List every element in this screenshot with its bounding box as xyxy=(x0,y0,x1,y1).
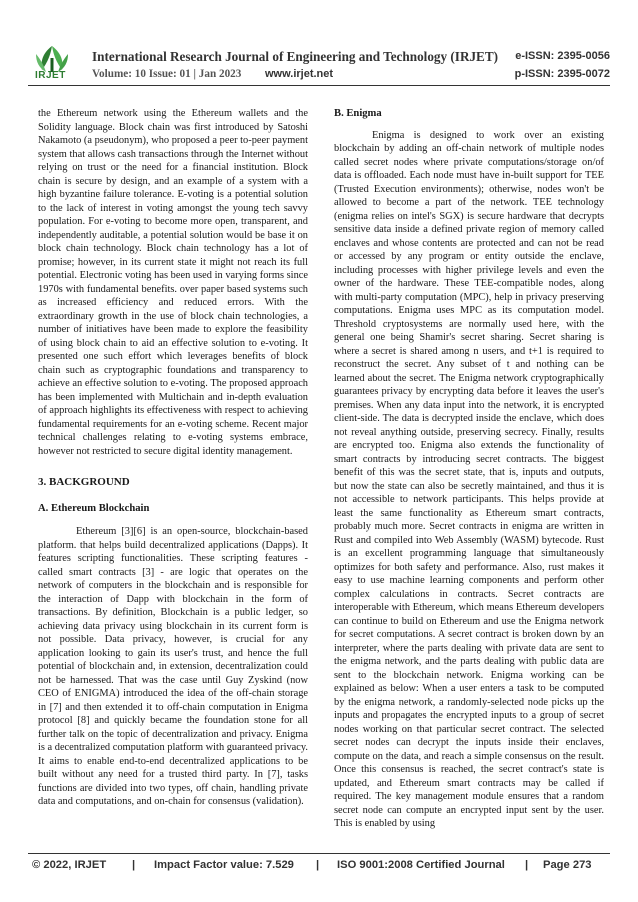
left-column xyxy=(38,107,308,809)
subsection-title: B. Enigma xyxy=(334,108,382,119)
subsection-title: A. Ethereum Blockchain xyxy=(38,502,150,514)
volume-info: Volume: 10 Issue: 01 | Jan 2023 xyxy=(92,68,242,80)
header-rule xyxy=(28,85,610,86)
pissn: p-ISSN: 2395-0072 xyxy=(514,68,610,80)
footer-separator: | xyxy=(525,859,529,871)
footer-separator: | xyxy=(132,859,136,871)
ethereum-paragraph: Ethereum [3][6] is an open-source, blockchain-based platform. that helps build decentralized applications (Dapps). It features scripting functionalities. These scripting features - called smart contracts [3] - are logic that operates on the network of computers in the blockchain and is responsible for the interaction of Dapp with blockchain in the form of transactions. By definition, Blockchain is a public ledger, so achieving data privacy using blockchain in its current form is not possible. Data privacy, however, is crucial for any application looking to gain its user's trust, and hence the full potential of blockchain and, in extension, decentralization could not be harnessed. That was the case until Guy Zyskind (now CEO of ENIGMA) introduced the idea of the off-chain storage in [7] and then extended it to off-chain computation in Enigma protocol [8] and quickly became the foundation stone for all further talk on the topic of decentralization and privacy. Enigma is a decentralized computation platform with guaranteed privacy. It aims to enable end-to-end decentralized applications to be built without any need for a trusted third party. In [7], tasks functions are divided into two types, off chain, handling private data and computations, and on-chain for consensus (validation). xyxy=(38,526,308,807)
section-title: 3. BACKGROUND xyxy=(38,476,130,488)
footer-separator: | xyxy=(316,859,320,871)
iso-certification: ISO 9001:2008 Certified Journal xyxy=(337,859,505,871)
intro-paragraph: the Ethereum network using the Ethereum wallets and the Solidity language. Block chain was first introduced by Satoshi Nakamoto (a pseudonym), who proposed a peer to-peer payment system that allows cash transactions through the Internet without relying on trust or the need for a financial institution. Block chain is secure by design, and an example of a system with a high byzantine failure tolerance. E-voting is a potential solution to the lack of interest in voting amongst the young tech savvy population. For e-voting to become more open, transparent, and independently auditable, a potential solution would be base it on block chain technology. Block chain technology has a lot of promise; however, in its current state it might not reach its full potential. Electronic voting has been used in varying forms since 1970s with fundamental benefits. over paper based systems such as increased efficiency and reduced errors. With the extraordinary growth in the use of block chain technologies, a number of initiatives have been made to explore the feasibility of using block chain to aid an effective solution to e-voting. It presented one such effort which leverages benefits of block chain such as cryptographic foundations and transparency to achieve an effective solution to e-voting. The proposed approach has been implemented with Multichain and in-depth evaluation of approach highlights its effectiveness with respect to achieving fundamental requirements for an e-voting scheme. Recent major technical challenges relating to e-voting systems embrace, however not restricted to secure digital identity management. xyxy=(38,108,308,457)
copyright: © 2022, IRJET xyxy=(32,859,107,871)
logo-text: IRJET xyxy=(35,70,66,81)
impact-factor: Impact Factor value: 7.529 xyxy=(154,859,294,871)
eissn: e-ISSN: 2395-0056 xyxy=(515,50,610,62)
journal-title: International Research Journal of Engineering and Technology (IRJET) xyxy=(92,49,499,64)
page-header xyxy=(0,0,638,84)
right-column xyxy=(334,107,604,831)
website-link[interactable]: www.irjet.net xyxy=(265,68,334,80)
footer-rule xyxy=(28,853,610,854)
enigma-paragraph: Enigma is designed to work over an existing blockchain by adding an off-chain network of multiple nodes called secret nodes where private computations/storage on/of data is offloaded. Each node must have in-built support for TEE (Trusted Execution environments); otherwise, nodes won't be allowed to become a part of the network. TEE technology (enigma relies on intel's SGX) is secure hardware that decrypts sensitive data inside a defined private region of memory called enclaves and whose contents are protected and can not be read or accessed by any program or entity outside the enclave, including processes with higher privilege levels and even the owner of the hardware. These TEE-compatible nodes, along with multi-party computation (MPC), help in privacy preserving computations. Enigma uses MPC as its computation model. Threshold cryptosystems are normally used here, with the general one being Shamir's secret sharing. Secret sharing is where a secret is shared among n users, and t+1 is required to reconstruct the secret. Any subset of t and nothing can be learned about the secret. The Enigma network cryptographically guarantees privacy by encrypting data before it leaves the user's premises. When any data input into the network, it is encrypted client-side. The data is decrypted inside the enclave, which does not reveal anything outside, preserving secrecy. Finally, results are encrypted too. Enigma also extends the functionality of smart contracts by introducing secret contracts. The biggest benefit of this was the secret state, that is, inputs and outputs, but now the state can also be secretly maintained, and thus it is not accessible to network participants. This helps provide at least the same functionality as Ethereum smart contracts, probably much more. Secret contracts in enigma are written in Rust and compiled into Web Assembly (WASM) bytecode. Rust is an excellent programming language that simultaneously optimizes for both safety and performance. Also, rust makes it easy to use machine learning components and perform other complex calculations in contracts. Secret contracts are interoperable with Ethereum, which means Ethereum developers can continue to build on Ethereum and use the Enigma network for secret computations. A secret contract is broken down by an interpreter, where the parts dealing with private data are sent to the enigma network, and the parts dealing with public data are sent to the blockchain network. Enigma working can be explained as below: When a user enters a task to be computed by the enigma network, a randomly-selected node picks up the inputs and propagates the encrypted inputs to a group of secret nodes working on that particular secret contract. The selected secret nodes can decrypt the inputs inside their enclaves, compute on the data, and reach a simple consensus on the result. Once this consensus is reached, the secret contract's state is updated, and Ethereum smart contracts may be called if required. The key management module ensures that a random secret node can compute an encrypted input sent by the user. This is enabled by using xyxy=(334,129,604,829)
page-number: Page 273 xyxy=(543,859,592,871)
